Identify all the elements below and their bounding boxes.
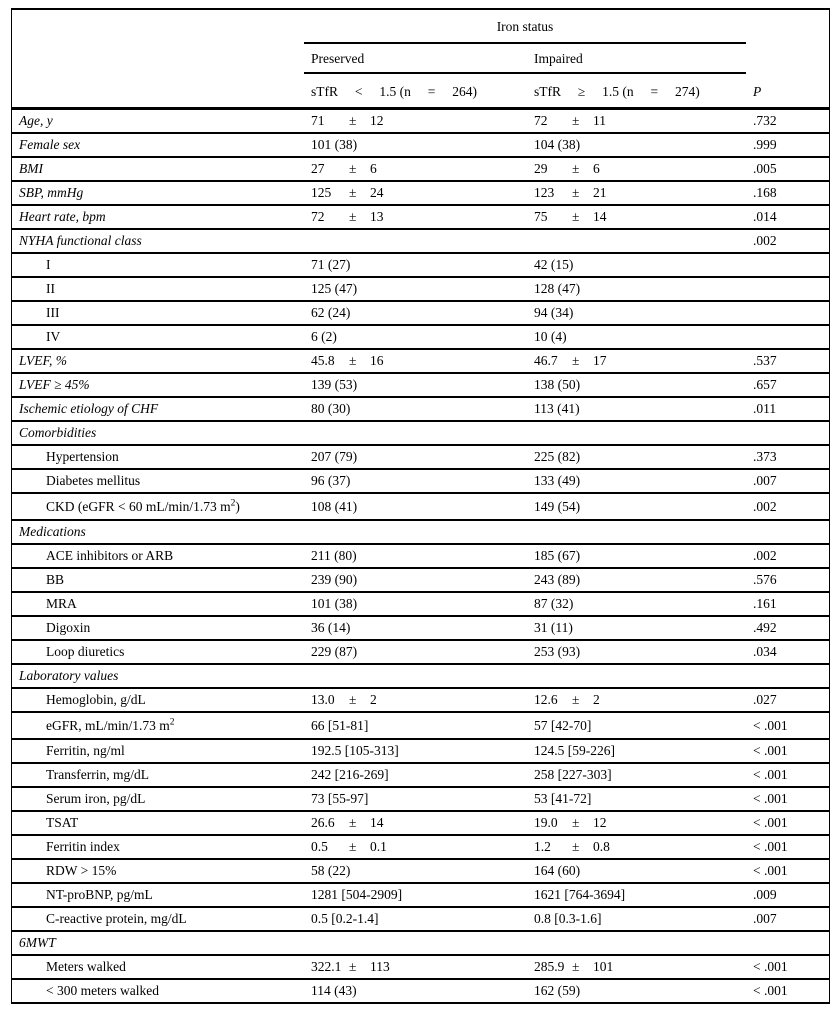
p-value: .492 [753, 620, 777, 635]
impaired-value: 72 ± 11 [534, 113, 606, 128]
p-value: .005 [753, 161, 777, 176]
row-label [12, 425, 304, 441]
table-row [12, 713, 829, 740]
table-row [12, 836, 829, 860]
row-label-text: Comorbidities [19, 425, 97, 440]
preserved-value: 239 (90) [311, 572, 358, 587]
p-value: .011 [753, 401, 777, 416]
table-row [12, 494, 829, 521]
preserved-value: 108 (41) [311, 498, 358, 514]
preserved-value: 242 [216-269] [311, 767, 389, 782]
preserved-value: 58 (22) [311, 863, 351, 878]
row-label-text: MRA [46, 596, 77, 611]
row-label [12, 572, 304, 588]
impaired-value: 225 (82) [534, 449, 581, 464]
row-label-text: Diabetes mellitus [46, 473, 141, 488]
table-row [12, 206, 829, 230]
impaired-value: 149 (54) [534, 498, 581, 514]
impaired-value: 1621 [764-3694] [534, 887, 626, 902]
row-label-text: LVEF ≥ 45% [19, 377, 90, 392]
table-row [12, 884, 829, 908]
impaired-column-header: Impaired [534, 51, 583, 66]
table-row [12, 665, 829, 689]
impaired-value: 10 (4) [534, 329, 567, 344]
row-label-text: SBP, mmHg [19, 185, 84, 200]
row-label [12, 257, 304, 273]
table-row [12, 908, 829, 932]
table-row [12, 689, 829, 713]
row-label-text: NYHA functional class [19, 233, 142, 248]
impaired-value: 87 (32) [534, 596, 574, 611]
preserved-value: 229 (87) [311, 644, 358, 659]
row-label-text: < 300 meters walked [46, 983, 159, 998]
table-row [12, 158, 829, 182]
preserved-value: 73 [55-97] [311, 791, 369, 806]
row-label-text: Loop diuretics [46, 644, 125, 659]
row-label-text: Ferritin index [46, 839, 120, 854]
p-value: .002 [753, 548, 777, 563]
row-label [12, 281, 304, 297]
preserved-value: 114 (43) [311, 983, 357, 998]
preserved-n-header: sTfR < 1.5 (n = 264) [311, 84, 477, 99]
preserved-value: 192.5 [105-313] [311, 743, 399, 758]
row-label-text: ACE inhibitors or ARB [46, 548, 174, 563]
preserved-value: 0.5 [0.2-1.4] [311, 911, 379, 926]
preserved-value: 6 (2) [311, 329, 337, 344]
row-label-text: BB [46, 572, 65, 587]
impaired-value: 124.5 [59-226] [534, 743, 615, 758]
preserved-value: 207 (79) [311, 449, 358, 464]
preserved-value: 125 (47) [311, 281, 358, 296]
row-label [12, 959, 304, 975]
p-value: .373 [753, 449, 777, 464]
table-row [12, 326, 829, 350]
row-label [12, 524, 304, 540]
row-label [12, 377, 304, 393]
p-value: .576 [753, 572, 777, 587]
row-label-text: Medications [19, 524, 86, 539]
row-label-text: Heart rate, bpm [19, 209, 106, 224]
table-row [12, 134, 829, 158]
p-value: < .001 [753, 863, 788, 878]
impaired-value: 104 (38) [534, 137, 581, 152]
table-header [12, 10, 829, 110]
impaired-value: 243 (89) [534, 572, 581, 587]
group-header-row [12, 10, 829, 44]
p-value: .999 [753, 137, 777, 152]
impaired-value: 29 ± 6 [534, 161, 600, 176]
row-label-text: LVEF, % [19, 353, 68, 368]
row-label [12, 161, 304, 177]
row-label-text: Digoxin [46, 620, 91, 635]
p-value: .009 [753, 887, 777, 902]
preserved-value: 1281 [504-2909] [311, 887, 403, 902]
impaired-value: 12.6 ± 2 [534, 692, 600, 707]
column-header-row [12, 74, 829, 107]
p-value: .027 [753, 692, 777, 707]
impaired-value: 46.7 ± 17 [534, 353, 607, 368]
preserved-value: 13.0 ± 2 [311, 692, 377, 707]
row-label [12, 329, 304, 345]
row-label [12, 233, 304, 249]
row-label-text: RDW > 15% [46, 863, 117, 878]
row-label [12, 863, 304, 879]
row-label [12, 596, 304, 612]
row-label-text: TSAT [46, 815, 79, 830]
impaired-value: 75 ± 14 [534, 209, 607, 224]
p-value: .161 [753, 596, 777, 611]
row-label-text: III [46, 305, 60, 320]
row-label [12, 137, 304, 153]
preserved-value: 62 (24) [311, 305, 351, 320]
table-row [12, 740, 829, 764]
preserved-value: 211 (80) [311, 548, 357, 563]
p-value: < .001 [753, 767, 788, 782]
preserved-value: 322.1 ± 113 [311, 959, 390, 974]
row-label [12, 449, 304, 465]
p-value: .537 [753, 353, 777, 368]
row-label-text: I [46, 257, 51, 272]
p-value: .002 [753, 498, 777, 514]
row-label-text: Laboratory values [19, 668, 119, 683]
iron-status-group-header [304, 19, 746, 44]
table-row [12, 812, 829, 836]
impaired-value: 185 (67) [534, 548, 581, 563]
impaired-value: 164 (60) [534, 863, 581, 878]
row-label-text: Female sex [19, 137, 81, 152]
p-value: < .001 [753, 743, 788, 758]
row-label-text: eGFR, mL/min/1.73 m [46, 717, 170, 733]
preserved-value: 0.5 ± 0.1 [311, 839, 387, 854]
row-label-text: BMI [19, 161, 43, 176]
impaired-value: 53 [41-72] [534, 791, 592, 806]
impaired-value: 1.2 ± 0.8 [534, 839, 610, 854]
p-value: .034 [753, 644, 777, 659]
row-label-text: C-reactive protein, mg/dL [46, 911, 187, 926]
p-value: .014 [753, 209, 777, 224]
table-row [12, 617, 829, 641]
row-label [12, 935, 304, 951]
row-label-suffix: ) [235, 498, 240, 514]
row-label [12, 305, 304, 321]
preserved-column-header: Preserved [311, 51, 365, 66]
impaired-value: 123 ± 21 [534, 185, 607, 200]
preserved-value: 36 (14) [311, 620, 351, 635]
row-label [12, 911, 304, 927]
table-row [12, 545, 829, 569]
row-label [12, 983, 304, 999]
p-value: .657 [753, 377, 777, 392]
row-label-text: Hemoglobin, g/dL [46, 692, 146, 707]
impaired-value: 258 [227-303] [534, 767, 612, 782]
row-label [12, 718, 304, 734]
row-label [12, 209, 304, 225]
row-label [12, 620, 304, 636]
preserved-value: 27 ± 6 [311, 161, 377, 176]
p-value: < .001 [753, 815, 788, 830]
table-row [12, 350, 829, 374]
preserved-value: 101 (38) [311, 596, 358, 611]
preserved-value: 101 (38) [311, 137, 358, 152]
table-row [12, 593, 829, 617]
row-label-text: II [46, 281, 55, 296]
row-label-text: Age, y [19, 113, 53, 128]
row-label-text: CKD (eGFR < 60 mL/min/1.73 m [46, 498, 231, 514]
table-row [12, 254, 829, 278]
table-row [12, 374, 829, 398]
impaired-value: 0.8 [0.3-1.6] [534, 911, 602, 926]
subgroup-header-row [12, 44, 829, 74]
table-row [12, 980, 829, 1004]
table-row [12, 182, 829, 206]
preserved-value: 45.8 ± 16 [311, 353, 384, 368]
row-label [12, 692, 304, 708]
preserved-value: 71 ± 12 [311, 113, 384, 128]
row-label-text: 6MWT [19, 935, 56, 950]
impaired-value: 138 (50) [534, 377, 581, 392]
table-row [12, 230, 829, 254]
p-value: < .001 [753, 791, 788, 806]
table-row [12, 398, 829, 422]
impaired-value: 133 (49) [534, 473, 581, 488]
preserved-value: 125 ± 24 [311, 185, 384, 200]
p-value: < .001 [753, 983, 788, 998]
p-value: .002 [753, 233, 777, 248]
row-label [12, 473, 304, 489]
row-label-text: Ferritin, ng/ml [46, 743, 125, 758]
table-row [12, 470, 829, 494]
preserved-value: 72 ± 13 [311, 209, 384, 224]
preserved-value: 66 [51-81] [311, 717, 369, 733]
table-row [12, 956, 829, 980]
p-value: .007 [753, 473, 777, 488]
impaired-value: 253 (93) [534, 644, 581, 659]
row-label [12, 353, 304, 369]
table-row [12, 569, 829, 593]
row-label-text: Hypertension [46, 449, 119, 464]
impaired-value: 57 [42-70] [534, 717, 592, 733]
row-label [12, 644, 304, 660]
row-label-superscript: 2 [230, 498, 236, 508]
row-label [12, 401, 304, 417]
impaired-value: 94 (34) [534, 305, 574, 320]
table-row [12, 110, 829, 134]
preserved-value: 71 (27) [311, 257, 351, 272]
baseline-characteristics-table [11, 8, 830, 1004]
row-label [12, 185, 304, 201]
row-label-text: IV [46, 329, 61, 344]
row-label [12, 499, 304, 515]
p-value: < .001 [753, 717, 788, 733]
table-row [12, 788, 829, 812]
p-value: < .001 [753, 839, 788, 854]
impaired-value: 285.9 ± 101 [534, 959, 614, 974]
row-label [12, 743, 304, 759]
impaired-value: 31 (11) [534, 620, 573, 635]
subgroup-headers [304, 51, 746, 74]
impaired-value: 42 (15) [534, 257, 574, 272]
row-label-text: Meters walked [46, 959, 126, 974]
row-label [12, 113, 304, 129]
table-body [12, 110, 829, 1004]
row-label-text: Transferrin, mg/dL [46, 767, 149, 782]
impaired-value: 113 (41) [534, 401, 580, 416]
row-label [12, 815, 304, 831]
row-label [12, 767, 304, 783]
iron-status-label: Iron status [496, 19, 554, 34]
row-label [12, 668, 304, 684]
row-label-text: Ischemic etiology of CHF [19, 401, 159, 416]
p-value: .168 [753, 185, 777, 200]
preserved-value: 96 (37) [311, 473, 351, 488]
row-label [12, 791, 304, 807]
p-value: < .001 [753, 959, 788, 974]
table-row [12, 278, 829, 302]
row-label-text: NT-proBNP, pg/mL [46, 887, 153, 902]
impaired-n-header: sTfR ≥ 1.5 (n = 274) [534, 84, 700, 99]
impaired-value: 128 (47) [534, 281, 581, 296]
table-row [12, 641, 829, 665]
impaired-value: 19.0 ± 12 [534, 815, 607, 830]
impaired-value: 162 (59) [534, 983, 581, 998]
table-row [12, 521, 829, 545]
preserved-value: 26.6 ± 14 [311, 815, 384, 830]
row-label-text: Serum iron, pg/dL [46, 791, 146, 806]
table-row [12, 764, 829, 788]
preserved-value: 139 (53) [311, 377, 358, 392]
p-column-header: P [753, 84, 762, 99]
table-row [12, 860, 829, 884]
table-row [12, 302, 829, 326]
row-label [12, 839, 304, 855]
table-row [12, 422, 829, 446]
p-value: .732 [753, 113, 777, 128]
p-value: .007 [753, 911, 777, 926]
preserved-value: 80 (30) [311, 401, 351, 416]
table-row [12, 932, 829, 956]
row-label-superscript: 2 [169, 717, 175, 727]
row-label [12, 548, 304, 564]
table-row [12, 446, 829, 470]
row-label [12, 887, 304, 903]
